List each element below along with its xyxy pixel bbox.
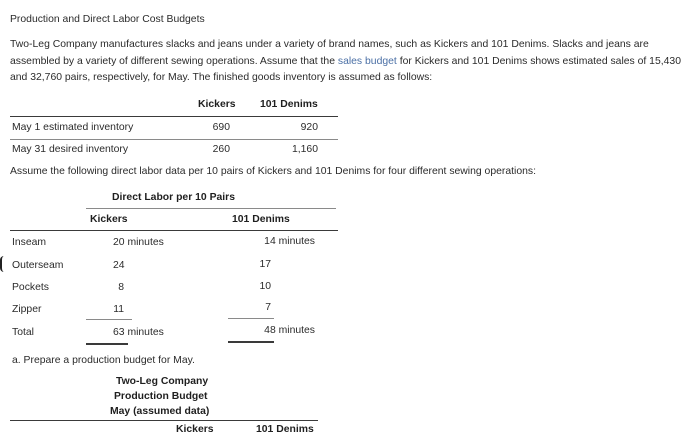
- labor-intro: Assume the following direct labor data per 10 pairs of Kickers and 101 Denims for four different sewing operations:: [10, 166, 536, 177]
- intro-text-part1: Two-Leg Company manufactures slacks and jeans under a variety of brand names, such as Kickers and 101 Denims. Slacks and jeans are assembled by a variety of different sewing operations. Assume that the: [10, 39, 649, 67]
- inventory-header-rule: [10, 116, 338, 117]
- labor-cell-denims: 17: [259, 259, 271, 270]
- page-title: Production and Direct Labor Cost Budgets: [10, 14, 205, 25]
- budget-title: Production Budget: [114, 391, 208, 402]
- labor-denims-total-rule: [228, 341, 274, 343]
- budget-period: May (assumed data): [110, 406, 210, 417]
- inventory-cell-denims: 920: [300, 122, 318, 133]
- labor-cell-kickers: 8: [118, 282, 124, 293]
- labor-header-kickers: Kickers: [90, 214, 128, 225]
- inventory-cell-kickers: 260: [212, 144, 230, 155]
- labor-header-denims: 101 Denims: [232, 214, 290, 225]
- labor-kickers-total-rule: [86, 343, 128, 345]
- labor-table-title: Direct Labor per 10 Pairs: [112, 192, 236, 203]
- sales-budget-link[interactable]: sales budget: [337, 55, 397, 67]
- labor-row-label: Total: [12, 327, 34, 338]
- labor-cell-kickers: 20 minutes: [113, 237, 164, 248]
- labor-kickers-subtotal-rule: [86, 319, 132, 320]
- labor-title-rule: [86, 208, 336, 209]
- labor-row-label: Pockets: [12, 282, 49, 293]
- inventory-cell-kickers: 690: [212, 122, 230, 133]
- labor-row-label: Zipper: [12, 304, 42, 315]
- budget-column-headers: [0, 424, 700, 435]
- left-edge-marker: [0, 256, 5, 272]
- budget-company-name: Two-Leg Company: [116, 376, 209, 387]
- inventory-cell-denims: 1,160: [291, 144, 318, 155]
- labor-header-rule: [10, 230, 338, 231]
- budget-header-denims: 101 Denims: [256, 424, 314, 435]
- labor-cell-denims: 7: [265, 302, 271, 313]
- inventory-row-label: May 31 desired inventory: [12, 144, 129, 155]
- inventory-row-label: May 1 estimated inventory: [12, 122, 134, 133]
- inventory-header-kickers: Kickers: [198, 99, 236, 110]
- budget-heading-rule: [10, 420, 318, 421]
- labor-cell-denims: 14 minutes: [264, 236, 315, 247]
- labor-denims-subtotal-rule: [228, 318, 274, 319]
- inventory-header-denims: 101 Denims: [260, 99, 318, 110]
- inventory-row-divider: [10, 139, 338, 140]
- part-a-prompt: a. Prepare a production budget for May.: [12, 355, 195, 366]
- budget-header-kickers: Kickers: [176, 424, 214, 435]
- problem-intro: [10, 37, 694, 87]
- labor-cell-kickers: 24: [113, 260, 125, 271]
- intro-text-part2: for Kickers and 101 Denims shows estimated sales of 15,430 and 32,760 pairs, respectively, for May. The finished goods inventory is assumed as follows:: [10, 55, 681, 83]
- labor-cell-kickers: 11: [113, 304, 124, 315]
- labor-cell-denims: 10: [259, 281, 271, 292]
- labor-row-label: Inseam: [12, 237, 47, 248]
- labor-row-label: Outerseam: [12, 260, 64, 271]
- labor-cell-denims: 48 minutes: [264, 325, 315, 336]
- labor-cell-kickers: 63 minutes: [113, 327, 164, 338]
